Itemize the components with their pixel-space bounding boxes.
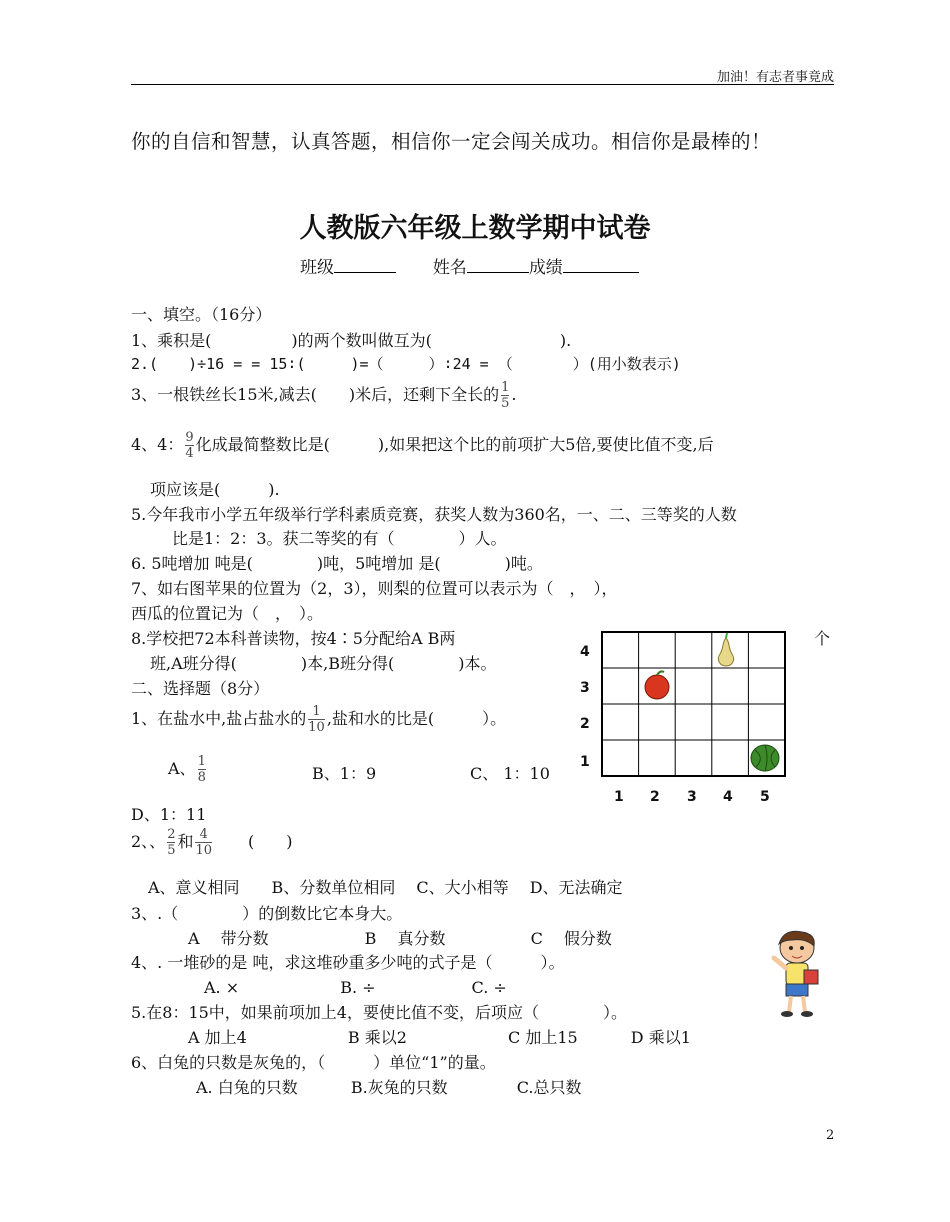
- choice-5: 5.在8：15中，如果前项加上4，要使比值不变，后项应（ ）。: [131, 1003, 627, 1022]
- numerator: 1: [501, 380, 510, 395]
- class-blank: [334, 255, 396, 273]
- denominator: 10: [195, 843, 213, 858]
- denominator: 8: [197, 770, 206, 785]
- question-8-line-2: 班,A班分得( )本,B班分得( )本。: [150, 654, 497, 673]
- choice-3: 3、.（ ）的倒数比它本身大。: [131, 904, 403, 923]
- choice-1-prefix: 1、在盐水中,盐占盐水的: [131, 709, 307, 728]
- col-label: 4: [723, 789, 733, 805]
- denominator: 5: [167, 843, 176, 858]
- choice-1-option-c: C、 1：10: [470, 764, 550, 783]
- question-3-tail: .: [511, 385, 517, 404]
- choice-4-options: A. × B. ÷ C. ÷: [204, 978, 507, 997]
- numerator: 2: [167, 827, 176, 842]
- class-label: 班级: [300, 258, 334, 278]
- choice-1-text: ,盐和水的比是( ）。: [326, 709, 507, 728]
- name-label: 姓名: [432, 258, 467, 278]
- fraction: [167, 827, 175, 858]
- question-3: [131, 380, 517, 411]
- question-1: 1、乘积是( )的两个数叫做互为( ).: [131, 331, 572, 350]
- choice-1-option-d: D、1：11: [131, 805, 207, 824]
- choice-3-options: A 带分数 B 真分数 C 假分数: [188, 929, 612, 948]
- numerator: 9: [185, 430, 194, 445]
- section-2-heading: 二、选择题（8分）: [131, 679, 270, 698]
- score-blank: [563, 255, 639, 273]
- question-5-line-2: 比是1：2：3。获二等奖的有（ ）人。: [172, 529, 507, 548]
- col-label: 2: [650, 789, 660, 805]
- question-7-line-1: 7、如右图苹果的位置为（2，3），则梨的位置可以表示为（ ， ），: [131, 579, 618, 598]
- row-label: 3: [580, 680, 590, 696]
- pear-icon: [718, 633, 733, 666]
- denominator: 5: [501, 396, 510, 411]
- fraction: [195, 827, 212, 858]
- question-4: [131, 430, 714, 461]
- coordinate-grid: [574, 626, 804, 816]
- fraction: [198, 754, 206, 785]
- numerator: 1: [312, 704, 321, 719]
- fraction: [185, 430, 193, 461]
- apple-icon: [645, 671, 669, 699]
- col-label: 5: [760, 789, 770, 805]
- question-6: 6. 5吨增加 吨是( )吨，5吨增加 是( )吨。: [131, 554, 543, 573]
- question-4-continued: 项应该是( ).: [150, 480, 280, 499]
- choice-2-options: A、意义相同 B、分数单位相同 C、大小相等 D、无法确定: [148, 878, 623, 897]
- choice-2-and: 和: [177, 832, 194, 851]
- question-2: 2.( )÷16 = = 15∶( )=（ ）∶24 = （ ）(用小数表示): [131, 355, 681, 373]
- choice-6: 6、白兔的只数是灰兔的，（ ）单位“1”的量。: [131, 1053, 496, 1072]
- row-label: 2: [580, 716, 590, 732]
- header-rule: [131, 84, 834, 85]
- numerator: 4: [199, 827, 208, 842]
- motto: 你的自信和智慧，认真答题，相信你一定会闯关成功。相信你是最棒的！: [131, 130, 772, 153]
- choice-1-option-a: [168, 754, 208, 785]
- row-label: 4: [580, 644, 590, 660]
- fraction: [308, 704, 325, 735]
- col-label: 1: [614, 789, 624, 805]
- choice-1: [131, 704, 506, 735]
- page-title: 人教版六年级上数学期中试卷: [299, 213, 651, 244]
- choice-2-paren: ( ): [248, 832, 293, 851]
- choice-5-options: A 加上4 B 乘以2 C 加上15 D 乘以1: [188, 1028, 691, 1047]
- page-number: 2: [826, 1128, 835, 1143]
- watermelon-icon: [751, 745, 779, 771]
- fraction: [501, 380, 509, 411]
- cartoon-boy-illustration: [764, 928, 834, 1020]
- question-3-text: 3、一根铁丝长15米,减去( )米后，还剩下全长的: [131, 385, 500, 404]
- question-7-line-2: 西瓜的位置记为（ ， ）。: [131, 604, 324, 623]
- denominator: 10: [308, 720, 325, 735]
- name-blank: [467, 255, 529, 273]
- option-label: A、: [168, 759, 196, 778]
- section-1-heading: 一、填空。（16分）: [131, 305, 272, 324]
- student-info: [300, 253, 639, 278]
- choice-4: 4、. 一堆砂的是 吨，求这堆砂重多少吨的式子是（ ）。: [131, 953, 565, 972]
- header-slogan: 加油！有志者事竟成: [716, 70, 834, 85]
- numerator: 1: [197, 754, 206, 769]
- question-4-prefix: 4、4：: [131, 435, 184, 454]
- choice-2: [131, 827, 293, 858]
- question-5-line-1: 5.今年我市小学五年级举行学科素质竞赛，获奖人数为360名，一、二、三等奖的人数: [131, 505, 737, 524]
- row-label: 1: [580, 754, 590, 770]
- question-4-text: 化成最简整数比是( ),如果把这个比的前项扩大5倍,要使比值不变,后: [195, 435, 714, 454]
- choice-6-options: A. 白兔的只数 B.灰兔的只数 C.总只数: [196, 1078, 582, 1097]
- denominator: 4: [185, 446, 194, 461]
- score-label: 成绩: [528, 258, 563, 278]
- choice-2-prefix: 2、、: [131, 832, 166, 851]
- col-label: 3: [687, 789, 697, 805]
- question-8-line-1: 8.学校把72本科普读物，按4∶5分配给A B两: [131, 629, 456, 648]
- question-8-line-1-end: 个: [814, 629, 831, 648]
- choice-1-option-b: B、1：9: [312, 764, 377, 783]
